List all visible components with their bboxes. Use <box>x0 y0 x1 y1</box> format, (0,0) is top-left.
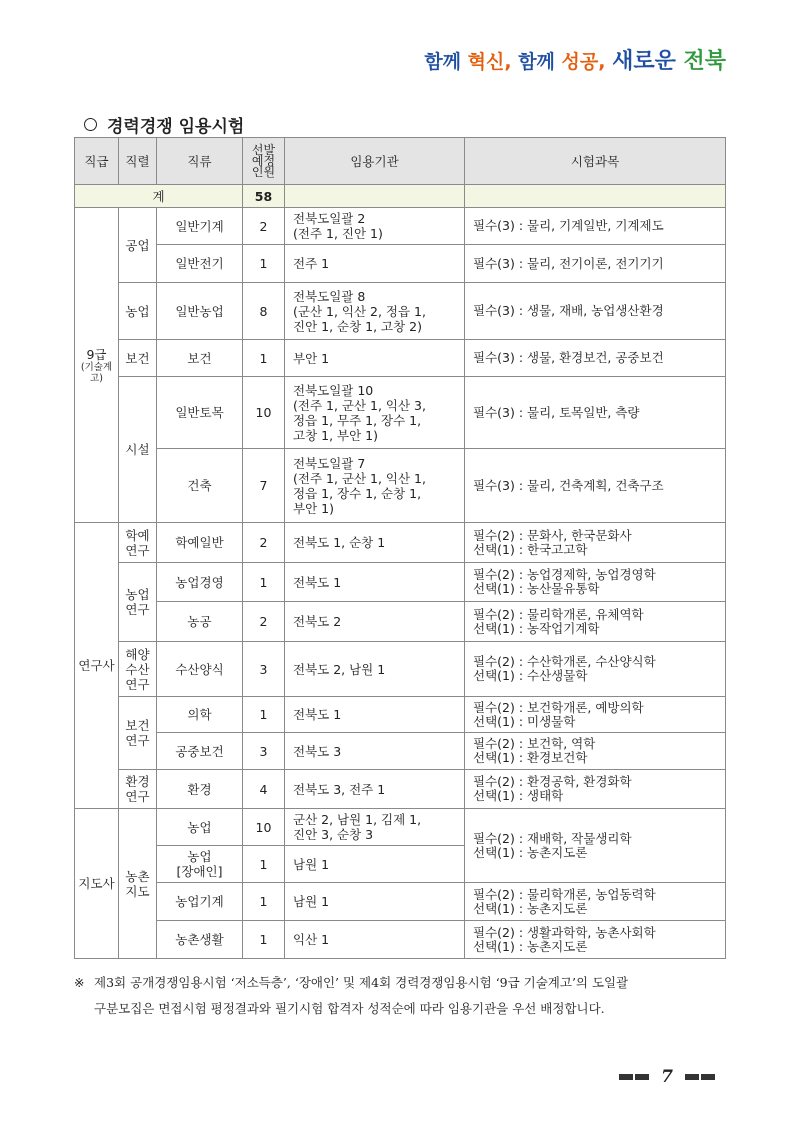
subjects-cell: 필수(3) : 생물, 환경보건, 공중보건 <box>465 340 726 377</box>
series-cell: 농업 <box>119 283 157 340</box>
table-row <box>75 602 726 642</box>
agency-cell: 익산 1 <box>285 921 465 959</box>
decorative-bar <box>685 1074 699 1080</box>
agency-cell: 전북도 1 <box>285 563 465 602</box>
footnote-line <box>74 996 734 1022</box>
quota-cell: 3 <box>243 642 285 697</box>
agency-cell: 남원 1 <box>285 846 465 883</box>
empty-cell <box>465 185 726 208</box>
quota-cell: 1 <box>243 846 285 883</box>
class-cell: 공중보건 <box>157 733 243 770</box>
grade-label: 9급 <box>86 346 107 362</box>
header-quota-line: 인원 <box>251 164 276 179</box>
quota-cell: 1 <box>243 883 285 921</box>
agency-cell: 전북도일괄 10 (전주 1, 군산 1, 익산 3, 정읍 1, 무주 1, 장수 1, 고창 1, 부안 1) <box>285 377 465 449</box>
grade-note: (기술계고) <box>80 361 113 384</box>
slogan-part: 함께 <box>518 51 562 73</box>
header-quota-line: 선발 <box>251 142 276 157</box>
bullet-circle-icon <box>84 118 97 131</box>
class-cell: 농업 <box>157 809 243 846</box>
quota-cell: 10 <box>243 809 285 846</box>
total-label: 계 <box>75 185 243 208</box>
header-quota <box>243 138 285 185</box>
class-cell: 학예일반 <box>157 523 243 563</box>
subjects-cell: 필수(2) : 생활과학학, 농촌사회학 선택(1) : 농촌지도론 <box>465 921 726 959</box>
series-cell: 해양 수산 연구 <box>119 642 157 697</box>
quota-cell: 1 <box>243 563 285 602</box>
table-header-row <box>75 138 726 185</box>
decorative-bar <box>701 1074 715 1080</box>
table-row <box>75 770 726 809</box>
series-cell: 환경 연구 <box>119 770 157 809</box>
slogan-part: 혁신, <box>467 51 519 73</box>
header-quota-line: 예정 <box>251 153 276 168</box>
header-agency: 임용기관 <box>285 138 465 185</box>
section-title-text: 경력경쟁 임용시험 <box>107 117 245 137</box>
class-cell: 일반토목 <box>157 377 243 449</box>
class-cell: 보건 <box>157 340 243 377</box>
page-number: 7 <box>661 1066 673 1087</box>
table-row <box>75 245 726 283</box>
class-cell: 농촌생활 <box>157 921 243 959</box>
quota-cell: 1 <box>243 697 285 733</box>
subjects-cell: 필수(3) : 생물, 재배, 농업생산환경 <box>465 283 726 340</box>
grade-cell <box>75 208 119 523</box>
table-row <box>75 208 726 245</box>
footnote-text: 구분모집은 면접시험 평정결과와 필기시험 합격자 성적순에 따라 임용기관을 우선 배정합니다. <box>94 1001 605 1016</box>
table-row <box>75 563 726 602</box>
series-cell: 농업 연구 <box>119 563 157 642</box>
agency-cell: 전북도 1 <box>285 697 465 733</box>
agency-cell: 전북도 3, 전주 1 <box>285 770 465 809</box>
quota-cell: 8 <box>243 283 285 340</box>
section-title <box>84 112 244 137</box>
table-row <box>75 883 726 921</box>
class-cell: 농공 <box>157 602 243 642</box>
slogan-part: 함께 <box>424 51 468 73</box>
slogan-part: 전북 <box>683 49 726 74</box>
subjects-cell: 필수(2) : 환경공학, 환경화학 선택(1) : 생태학 <box>465 770 726 809</box>
page-footer <box>618 1066 716 1087</box>
class-cell: 농업기계 <box>157 883 243 921</box>
subjects-cell: 필수(2) : 보건학개론, 예방의학 선택(1) : 미생물학 <box>465 697 726 733</box>
agency-cell: 전북도 1, 순창 1 <box>285 523 465 563</box>
class-cell: 농업경영 <box>157 563 243 602</box>
agency-cell: 남원 1 <box>285 883 465 921</box>
header-subjects: 시험과목 <box>465 138 726 185</box>
table-row <box>75 921 726 959</box>
class-cell: 의학 <box>157 697 243 733</box>
subjects-cell: 필수(2) : 문화사, 한국문화사 선택(1) : 한국고고학 <box>465 523 726 563</box>
quota-cell: 3 <box>243 733 285 770</box>
series-cell: 보건 연구 <box>119 697 157 770</box>
quota-cell: 4 <box>243 770 285 809</box>
decorative-bar <box>635 1074 649 1080</box>
quota-cell: 1 <box>243 921 285 959</box>
decorative-bar <box>619 1074 633 1080</box>
table-row <box>75 697 726 733</box>
quota-cell: 2 <box>243 523 285 563</box>
series-cell: 농촌 지도 <box>119 809 157 959</box>
table-row <box>75 733 726 770</box>
quota-cell: 2 <box>243 602 285 642</box>
table-row <box>75 809 726 846</box>
table-row <box>75 642 726 697</box>
footnote-text: 제3회 공개경쟁임용시험 ‘저소득층’, ‘장애인’ 및 제4회 경력경쟁임용시험 ‘9급 기술계고’의 도일괄 <box>94 975 629 990</box>
exam-table <box>74 137 726 959</box>
agency-cell: 전북도 2, 남원 1 <box>285 642 465 697</box>
quota-cell: 10 <box>243 377 285 449</box>
agency-cell: 전북도 3 <box>285 733 465 770</box>
class-cell: 수산양식 <box>157 642 243 697</box>
empty-cell <box>285 185 465 208</box>
slogan-part: 새로운 <box>612 49 684 74</box>
agency-cell: 전북도 2 <box>285 602 465 642</box>
table-row <box>75 340 726 377</box>
agency-cell: 전북도일괄 7 (전주 1, 군산 1, 익산 1, 정읍 1, 장수 1, 순창 1, 부안 1) <box>285 449 465 523</box>
series-cell: 시설 <box>119 377 157 523</box>
series-cell: 보건 <box>119 340 157 377</box>
agency-cell: 전북도일괄 8 (군산 1, 익산 2, 정읍 1, 진안 1, 순창 1, 고창 2) <box>285 283 465 340</box>
quota-cell: 7 <box>243 449 285 523</box>
header-series: 직렬 <box>119 138 157 185</box>
total-value: 58 <box>243 185 285 208</box>
class-cell: 일반기계 <box>157 208 243 245</box>
subjects-cell: 필수(2) : 물리학개론, 유체역학 선택(1) : 농작업기계학 <box>465 602 726 642</box>
total-row <box>75 185 726 208</box>
class-cell: 건축 <box>157 449 243 523</box>
class-cell: 일반전기 <box>157 245 243 283</box>
table-row <box>75 377 726 449</box>
series-cell: 공업 <box>119 208 157 283</box>
quota-cell: 1 <box>243 340 285 377</box>
agency-cell: 군산 2, 남원 1, 김제 1, 진안 3, 순창 3 <box>285 809 465 846</box>
agency-cell: 전주 1 <box>285 245 465 283</box>
subjects-cell: 필수(3) : 물리, 기계일반, 기계제도 <box>465 208 726 245</box>
table-row <box>75 449 726 523</box>
header-grade: 직급 <box>75 138 119 185</box>
subjects-cell: 필수(2) : 재배학, 작물생리학 선택(1) : 농촌지도론 <box>465 809 726 883</box>
reference-mark-icon: ※ <box>74 975 85 990</box>
table-row <box>75 283 726 340</box>
slogan-part: 성공, <box>561 51 613 73</box>
subjects-cell: 필수(3) : 물리, 토목일반, 측량 <box>465 377 726 449</box>
agency-cell: 부안 1 <box>285 340 465 377</box>
class-cell: 일반농업 <box>157 283 243 340</box>
table-row <box>75 523 726 563</box>
subjects-cell: 필수(2) : 물리학개론, 농업동력학 선택(1) : 농촌지도론 <box>465 883 726 921</box>
subjects-cell: 필수(2) : 농업경제학, 농업경영학 선택(1) : 농산물유통학 <box>465 563 726 602</box>
grade-cell: 지도사 <box>75 809 119 959</box>
class-cell: 환경 <box>157 770 243 809</box>
subjects-cell: 필수(2) : 보건학, 역학 선택(1) : 환경보건학 <box>465 733 726 770</box>
class-cell: 농업 [장애인] <box>157 846 243 883</box>
subjects-cell: 필수(3) : 물리, 건축계획, 건축구조 <box>465 449 726 523</box>
footnote <box>74 970 734 1022</box>
grade-cell: 연구사 <box>75 523 119 809</box>
quota-cell: 2 <box>243 208 285 245</box>
header-slogan <box>424 44 726 75</box>
subjects-cell: 필수(2) : 수산학개론, 수산양식학 선택(1) : 수산생물학 <box>465 642 726 697</box>
subjects-cell: 필수(3) : 물리, 전기이론, 전기기기 <box>465 245 726 283</box>
agency-cell: 전북도일괄 2 (전주 1, 진안 1) <box>285 208 465 245</box>
header-class: 직류 <box>157 138 243 185</box>
series-cell: 학예 연구 <box>119 523 157 563</box>
quota-cell: 1 <box>243 245 285 283</box>
footnote-line <box>74 970 734 996</box>
